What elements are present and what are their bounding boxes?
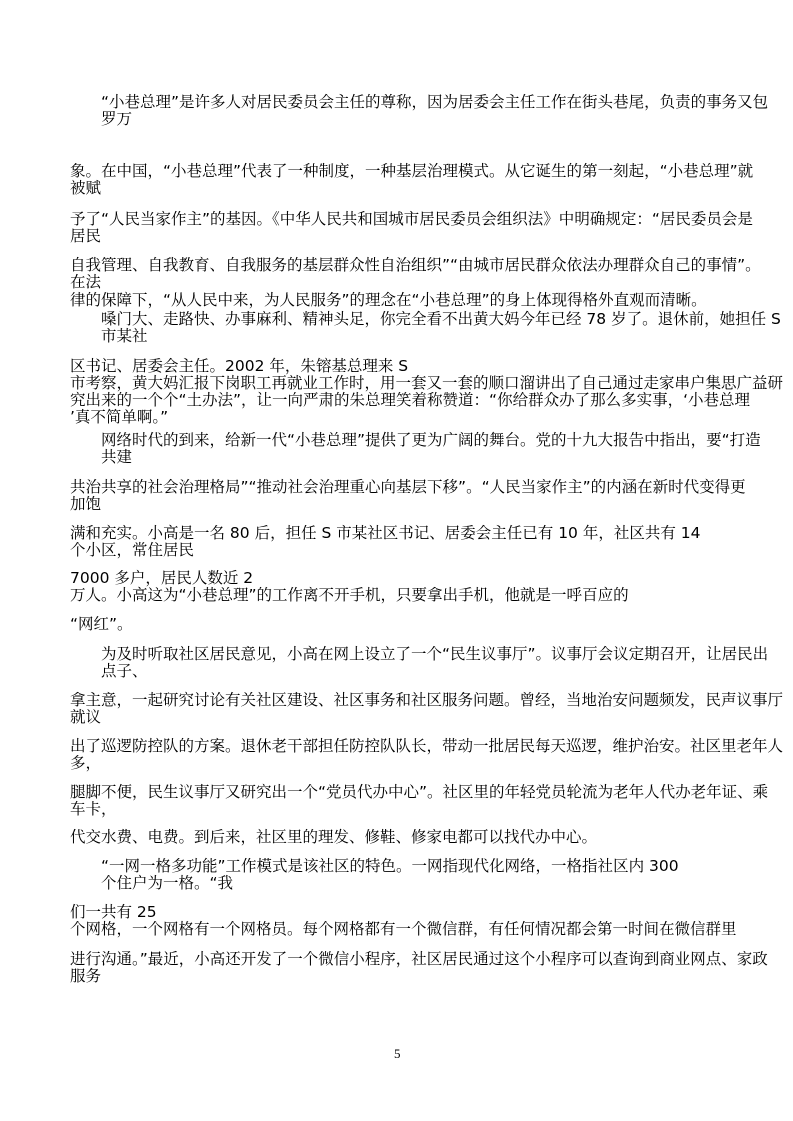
text-line: 居民 [70,227,102,245]
text-line: 拿主意，一起研究讨论有关社区建设、社区事务和社区服务问题。曾经，当地治安问题频发，民声议事厅 [70,691,784,709]
text-line: 市某社 [101,327,148,345]
text-line: 腿脚不便，民生议事厅又研究出一个“党员代办中心”。社区里的年轻党员轮流为老年人代办老年证、乘 [70,783,769,801]
text-line: 为及时听取社区居民意见，小高在网上设立了一个“民生议事厅”。议事厅会议定期召开，让居民出 [101,645,769,663]
text-line: 7000 多户，居民人数近 2 [70,569,254,587]
text-line: “一网一格多功能”工作模式是该社区的特色。一网指现代化网络，一格指社区内 300 [101,857,679,875]
text-line: 自我管理、自我教育、自我服务的基层群众性自治组织”“由城市居民群众依法办理群众自己的事情”。 [70,256,761,274]
text-line: 点子、 [101,662,148,680]
text-line: 车卡， [70,800,117,818]
text-line: 嗓门大、走路快、办事麻利、精神头足，你完全看不出黄大妈今年已经 78 岁了。退休前，她担任 S [101,310,781,328]
text-line: 予了“人民当家作主”的基因。《中华人民共和国城市居民委员会组织法》中明确规定：“居民委员会是 [70,210,753,228]
text-line: ’真不简单啊。” [70,408,169,426]
text-line: 多， [70,754,102,772]
text-line: “网红”。 [70,615,133,633]
text-line: 个住户为一格。“我 [101,874,234,892]
text-line: 区书记、居委会主任。2002 年，朱镕基总理来 S [70,357,409,375]
text-line: 象。在中国，“小巷总理”代表了一种制度，一种基层治理模式。从它诞生的第一刻起，“小巷总理”就 [70,162,754,180]
text-line: 加饱 [70,495,102,513]
text-line: 罗万 [101,110,133,128]
text-line: 个小区，常住居民 [70,541,195,559]
page-number: 5 [394,1046,401,1061]
text-line: 服务 [70,967,102,985]
text-line: 共建 [101,448,133,466]
text-line: 们一共有 25 [70,903,157,921]
text-line: “小巷总理”是许多人对居民委员会主任的尊称，因为居委会主任工作在街头巷尾，负责的事务又包 [101,93,769,111]
text-line: 律的保障下，“从人民中来，为人民服务”的理念在“小巷总理”的身上体现得格外直观而清晰。 [70,291,707,309]
text-line: 在法 [70,273,102,291]
text-line: 万人。小高这为“小巷总理”的工作离不开手机，只要拿出手机，他就是一呼百应的 [70,586,629,604]
text-line: 市考察，黄大妈汇报下岗职工再就业工作时，用一套又一套的顺口溜讲出了自己通过走家串户集思广益研 [70,374,784,392]
text-line: 出了巡逻防控队的方案。退休老干部担任防控队队长，带动一批居民每天巡逻，维护治安。社区里老年人 [70,737,784,755]
text-line: 共治共享的社会治理格局”“推动社会治理重心向基层下移”。“人民当家作主”的内涵在新时代变得更 [70,478,746,496]
text-line: 个网格，一个网格有一个网格员。每个网格都有一个微信群，有任何情况都会第一时间在微信群里 [70,920,737,938]
text-line: 进行沟通。”最近，小高还开发了一个微信小程序，社区居民通过这个小程序可以查询到商业网点、家政 [70,950,768,968]
text-line: 就议 [70,708,102,726]
text-line: 代交水费、电费。到后来，社区里的理发、修鞋、修家电都可以找代办中心。 [70,828,598,846]
text-line: 被赋 [70,179,102,197]
text-line: 满和充实。小高是一名 80 后，担任 S 市某社区书记、居委会主任已有 10 年，社区共有 14 [70,524,701,542]
text-line: 网络时代的到来，给新一代“小巷总理”提供了更为广阔的舞台。党的十九大报告中指出，要“打造 [101,431,761,449]
text-line: 究出来的一个个“土办法”，让一向严肃的朱总理笑着称赞道：“你给群众办了那么多实事，‘小巷总理 [70,391,751,409]
